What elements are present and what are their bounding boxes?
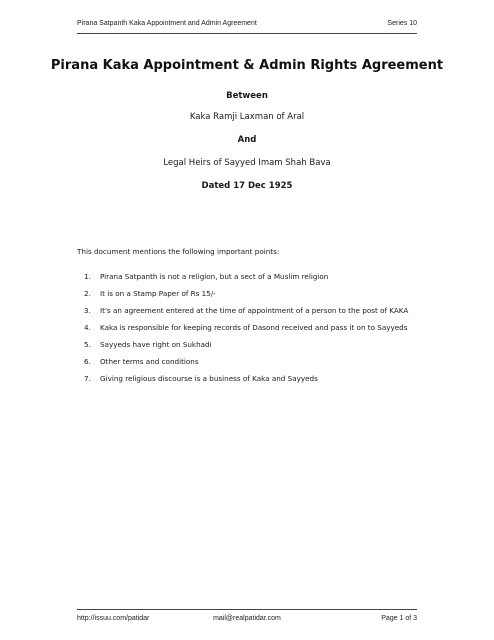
page-number: Page 1 of 3 [381,615,417,622]
header-divider [77,33,417,34]
page-header [77,20,417,32]
item-text: Pirana Satpanth is not a religion, but a sect of a Muslim religion [100,272,329,281]
footer-link[interactable]: http://issuu.com/patidar [77,615,150,622]
first-party: Kaka Ramji Laxman of Aral [189,112,305,122]
second-party: Legal Heirs of Sayyed Imam Shah Bava [163,158,331,168]
item-number: 3. [84,306,91,315]
item-text: Giving religious discourse is a business of Kaka and Sayyeds [100,374,318,383]
item-text: Sayyeds have right on Sukhadi [100,340,212,349]
list-item [84,353,418,370]
intro-paragraph: This document mentions the following important points: [77,247,280,256]
list-item [84,336,418,353]
document-title: Pirana Kaka Appointment & Admin Rights Agreement [50,58,444,73]
item-text: Kaka is responsible for keeping records of Dasond received and pass it on to Sayyeds [100,323,408,332]
list-item [84,370,418,387]
item-number: 6. [84,357,91,366]
list-item [84,302,418,319]
footer-email[interactable]: mail@realpatidar.com [213,615,281,622]
footer-divider [77,609,417,610]
points-list [84,268,418,387]
page-footer [77,615,417,625]
list-item [84,319,418,336]
header-series: Series 10 [387,20,417,27]
item-number: 4. [84,323,91,332]
document-date: Dated 17 Dec 1925 [201,181,293,191]
item-text: It is on a Stamp Paper of Rs 15/- [100,289,216,298]
item-number: 2. [84,289,91,298]
between-label: Between [226,91,268,101]
header-title: Pirana Satpanth Kaka Appointment and Admin Agreement [77,20,257,27]
list-item [84,268,418,285]
item-number: 1. [84,272,91,281]
item-text: Other terms and conditions [100,357,199,366]
item-number: 5. [84,340,91,349]
item-number: 7. [84,374,91,383]
and-label: And [237,135,257,145]
list-item [84,285,418,302]
item-text: It's an agreement entered at the time of appointment of a person to the post of KAKA [100,306,409,315]
